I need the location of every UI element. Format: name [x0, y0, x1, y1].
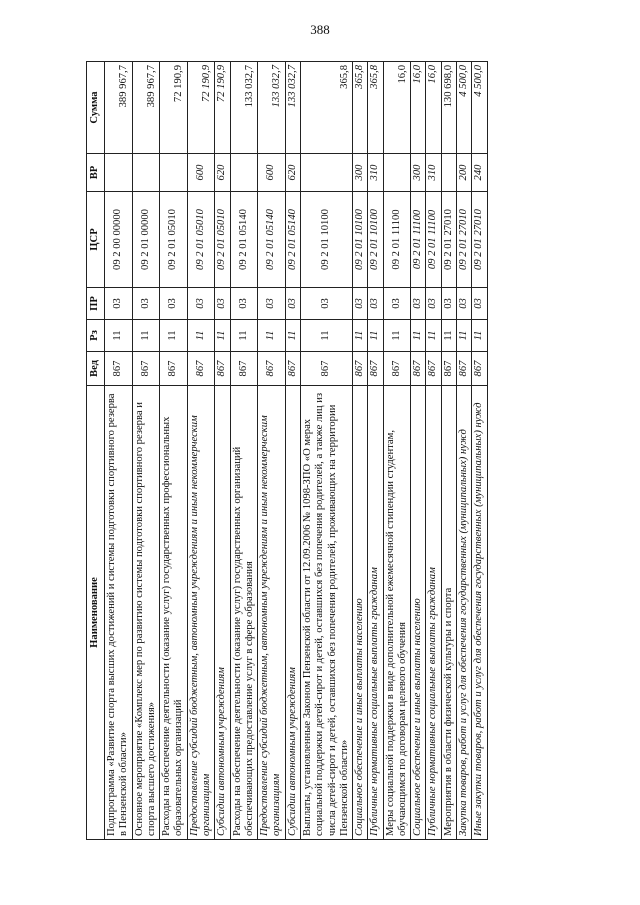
cell-pr: 03: [215, 288, 230, 320]
cell-sum: 133 032,7: [230, 62, 258, 154]
cell-name: Основное мероприятие «Комплекс мер по развитию системы подготовки спортивного резерва и спорта высшего достижения»: [132, 386, 160, 840]
cell-pr: 03: [258, 288, 286, 320]
cell-csr: 09 2 01 05010: [215, 192, 230, 288]
table-row: [105, 62, 133, 840]
cell-name: Субсидии автономным учреждениям: [215, 386, 230, 840]
cell-pr: 03: [187, 288, 215, 320]
cell-sum: 16,0: [426, 62, 441, 154]
cell-vr: 600: [258, 154, 286, 192]
table-row: [132, 62, 160, 840]
cell-pr: 03: [426, 288, 441, 320]
cell-ved: 867: [215, 352, 230, 386]
cell-ved: 867: [285, 352, 300, 386]
cell-sum: 133 032,7: [285, 62, 300, 154]
cell-ved: 867: [457, 352, 472, 386]
cell-name: Мероприятия в области физической культуры и спорта: [441, 386, 456, 840]
cell-rz: 11: [300, 320, 352, 352]
cell-vr: 600: [187, 154, 215, 192]
table-row: [215, 62, 230, 840]
cell-pr: 03: [383, 288, 411, 320]
cell-name: Субсидии автономным учреждениям: [285, 386, 300, 840]
cell-pr: 03: [285, 288, 300, 320]
column-header-pr: ПР: [87, 288, 105, 320]
table-row: [472, 62, 487, 840]
cell-name: Социальное обеспечение и иные выплаты населению: [411, 386, 426, 840]
cell-pr: 03: [457, 288, 472, 320]
cell-rz: 11: [472, 320, 487, 352]
cell-csr: 09 2 00 00000: [105, 192, 133, 288]
column-header-vr: ВР: [87, 154, 105, 192]
cell-vr: [230, 154, 258, 192]
column-header-sum: Сумма: [87, 62, 105, 154]
cell-sum: 365,8: [368, 62, 383, 154]
cell-pr: 03: [132, 288, 160, 320]
column-header-csr: ЦСР: [87, 192, 105, 288]
cell-sum: 389 967,7: [105, 62, 133, 154]
cell-name: Расходы на обеспечение деятельности (оказание услуг) государственных профессиональных образовательных организаций: [160, 386, 188, 840]
cell-pr: 03: [368, 288, 383, 320]
cell-csr: 09 2 01 05140: [285, 192, 300, 288]
cell-csr: 09 2 01 27010: [441, 192, 456, 288]
cell-csr: 09 2 01 11100: [383, 192, 411, 288]
cell-name: Социальное обеспечение и иные выплаты населению: [353, 386, 368, 840]
cell-csr: 09 2 01 11100: [411, 192, 426, 288]
cell-ved: 867: [441, 352, 456, 386]
cell-sum: 130 698,0: [441, 62, 456, 154]
table-row: [426, 62, 441, 840]
page-number: 388: [310, 22, 330, 37]
table-body: [105, 62, 488, 840]
cell-ved: 867: [230, 352, 258, 386]
table-row: [457, 62, 472, 840]
table-row: [383, 62, 411, 840]
cell-rz: 11: [441, 320, 456, 352]
cell-ved: 867: [353, 352, 368, 386]
cell-vr: [300, 154, 352, 192]
cell-rz: 11: [353, 320, 368, 352]
cell-name: Публичные нормативные социальные выплаты гражданам: [426, 386, 441, 840]
cell-vr: 310: [368, 154, 383, 192]
cell-pr: 03: [472, 288, 487, 320]
cell-pr: 03: [300, 288, 352, 320]
cell-csr: 09 2 01 00000: [132, 192, 160, 288]
cell-pr: 03: [160, 288, 188, 320]
cell-sum: 389 967,7: [132, 62, 160, 154]
table-row: [285, 62, 300, 840]
cell-name: Иные закупки товаров, работ и услуг для обеспечения государственных (муниципальных) нужд: [472, 386, 487, 840]
table-row: [187, 62, 215, 840]
cell-rz: 11: [215, 320, 230, 352]
cell-vr: [105, 154, 133, 192]
cell-csr: 09 2 01 11100: [426, 192, 441, 288]
cell-sum: 16,0: [411, 62, 426, 154]
cell-vr: 300: [411, 154, 426, 192]
cell-name: Публичные нормативные социальные выплаты гражданам: [368, 386, 383, 840]
cell-csr: 09 2 01 05140: [230, 192, 258, 288]
table-row: [160, 62, 188, 840]
cell-sum: 72 190,9: [187, 62, 215, 154]
table-row: [368, 62, 383, 840]
cell-name: Закупка товаров, работ и услуг для обеспечения государственных (муниципальных) нужд: [457, 386, 472, 840]
cell-rz: 11: [426, 320, 441, 352]
cell-vr: [160, 154, 188, 192]
cell-name: Выплаты, установленные Законом Пензенской области от 12.09.2006 № 1098-ЗПО «О мерах социальной поддержки детей-сирот и детей, оставшихся без попечения родителей, а также лиц из числа детей-сирот и детей, оставшихся без попечения родителей, проживающих на территории Пензенской области»: [300, 386, 352, 840]
table-row: [353, 62, 368, 840]
cell-pr: 03: [441, 288, 456, 320]
cell-sum: 4 500,0: [457, 62, 472, 154]
cell-ved: 867: [472, 352, 487, 386]
cell-rz: 11: [368, 320, 383, 352]
budget-table-wrapper: [86, 62, 554, 840]
budget-table: [86, 61, 488, 840]
cell-pr: 03: [411, 288, 426, 320]
table-row: [411, 62, 426, 840]
cell-pr: 03: [230, 288, 258, 320]
cell-csr: 09 2 01 27010: [457, 192, 472, 288]
table-row: [230, 62, 258, 840]
cell-vr: 620: [285, 154, 300, 192]
table-row: [441, 62, 456, 840]
cell-rz: 11: [187, 320, 215, 352]
cell-sum: 133 032,7: [258, 62, 286, 154]
cell-rz: 11: [230, 320, 258, 352]
cell-rz: 11: [457, 320, 472, 352]
cell-csr: 09 2 01 10100: [353, 192, 368, 288]
cell-rz: 11: [105, 320, 133, 352]
cell-name: Расходы на обеспечение деятельности (оказание услуг) государственных организаций обеспечивающих предоставление услуг в сфере образования: [230, 386, 258, 840]
cell-ved: 867: [187, 352, 215, 386]
cell-vr: 200: [457, 154, 472, 192]
cell-vr: [132, 154, 160, 192]
cell-ved: 867: [300, 352, 352, 386]
cell-ved: 867: [105, 352, 133, 386]
cell-sum: 72 190,9: [215, 62, 230, 154]
cell-rz: 11: [258, 320, 286, 352]
cell-vr: 240: [472, 154, 487, 192]
cell-csr: 09 2 01 10100: [300, 192, 352, 288]
table-header-row: [87, 62, 105, 840]
cell-rz: 11: [383, 320, 411, 352]
cell-ved: 867: [411, 352, 426, 386]
cell-vr: [441, 154, 456, 192]
cell-ved: 867: [383, 352, 411, 386]
rotated-page-area: [86, 62, 554, 840]
cell-name: Подпрограмма «Развитие спорта высших достижений и системы подготовки спортивного резерва в Пензенской области»: [105, 386, 133, 840]
cell-name: Предоставление субсидий бюджетным, автономным учреждениям и иным некоммерческим организациям: [187, 386, 215, 840]
cell-vr: 300: [353, 154, 368, 192]
cell-vr: [383, 154, 411, 192]
column-header-name: Наименование: [87, 386, 105, 840]
cell-rz: 11: [411, 320, 426, 352]
cell-sum: 4 500,0: [472, 62, 487, 154]
cell-sum: 365,8: [300, 62, 352, 154]
cell-ved: 867: [368, 352, 383, 386]
cell-pr: 03: [105, 288, 133, 320]
cell-sum: 16,0: [383, 62, 411, 154]
cell-csr: 09 2 01 05010: [187, 192, 215, 288]
cell-ved: 867: [132, 352, 160, 386]
table-row: [258, 62, 286, 840]
cell-csr: 09 2 01 27010: [472, 192, 487, 288]
cell-csr: 09 2 01 10100: [368, 192, 383, 288]
cell-rz: 11: [285, 320, 300, 352]
cell-rz: 11: [132, 320, 160, 352]
cell-vr: 310: [426, 154, 441, 192]
cell-ved: 867: [258, 352, 286, 386]
column-header-ved: Вед: [87, 352, 105, 386]
cell-rz: 11: [160, 320, 188, 352]
cell-vr: 620: [215, 154, 230, 192]
column-header-rz: Рз: [87, 320, 105, 352]
cell-sum: 72 190,9: [160, 62, 188, 154]
cell-ved: 867: [160, 352, 188, 386]
cell-name: Меры социальной поддержки в виде дополнительной ежемесячной стипендии студентам, обучающимся по договорам целевого обучения: [383, 386, 411, 840]
cell-name: Предоставление субсидий бюджетным, автономным учреждениям и иным некоммерческим организациям: [258, 386, 286, 840]
cell-pr: 03: [353, 288, 368, 320]
table-row: [300, 62, 352, 840]
cell-ved: 867: [426, 352, 441, 386]
cell-csr: 09 2 01 05010: [160, 192, 188, 288]
cell-csr: 09 2 01 05140: [258, 192, 286, 288]
cell-sum: 365,8: [353, 62, 368, 154]
